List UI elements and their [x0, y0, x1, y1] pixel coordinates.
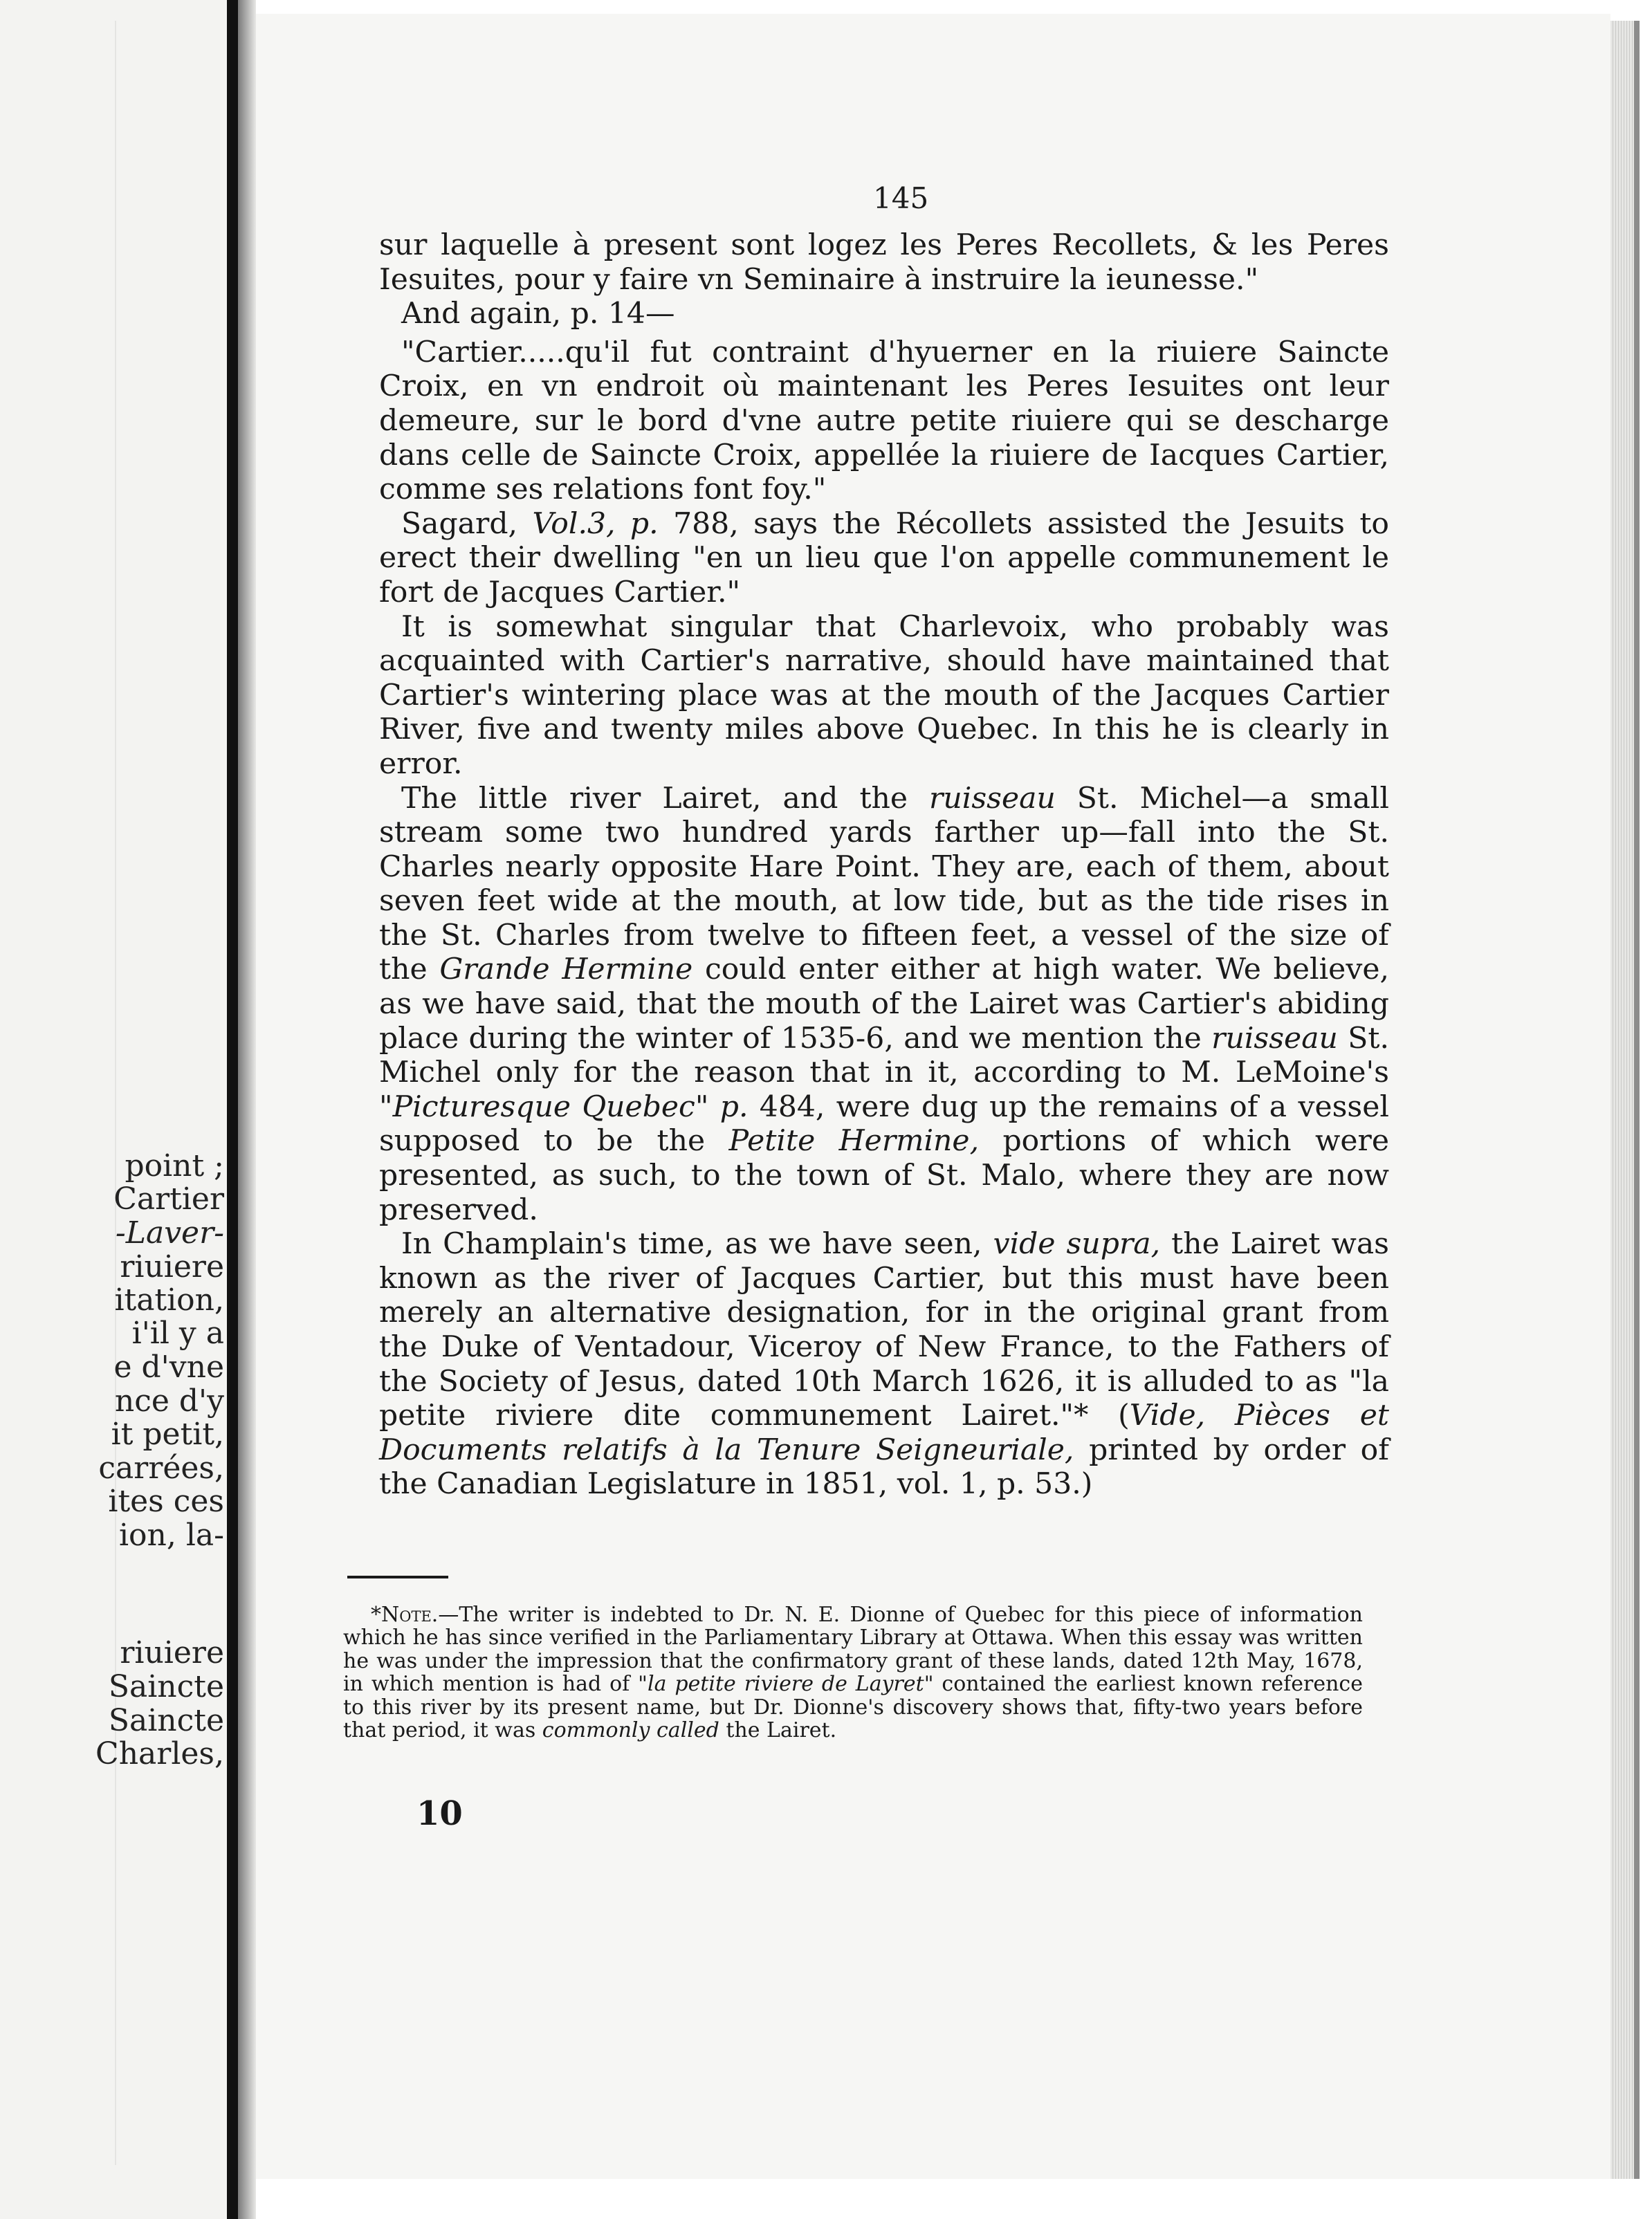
- paragraph: It is somewhat singular that Charlevoix, who probably was acquainted with Cartier's narrative, should have maintained that Cartier's wintering place was at the mouth of the Jacques Cartier River, five and twenty miles above Quebec. In this he is clearly in error.: [379, 609, 1389, 781]
- left-page-line: nce d'y: [114, 1383, 224, 1419]
- left-page-line: it petit,: [111, 1417, 224, 1452]
- footnote: [343, 1603, 1363, 1742]
- left-page: [0, 0, 227, 2219]
- page-number: 145: [873, 181, 929, 215]
- left-page-bleedthrough: [115, 21, 116, 2165]
- left-page-line: riuiere: [120, 1249, 224, 1285]
- left-page-line: -Laver-: [115, 1215, 224, 1251]
- footnote-text: *Note.—The writer is indebted to Dr. N. E. Dionne of Quebec for this piece of information which he has since verified in the Parliamentary Library at Ottawa. When this essay was written he was under the impression that the confirmatory grant of these lands, dated 12th May, 1678, in which mention is had of "la petite riviere de Layret" contained the earliest known reference to this river by its present name, but Dr. Dionne's discovery shows that, fifty-two years before that period, it was commonly called the Lairet.: [343, 1603, 1363, 1743]
- left-page-line: Charles,: [95, 1736, 224, 1771]
- left-page-line: e d'vne: [113, 1350, 224, 1385]
- paragraph: And again, p. 14—: [401, 297, 675, 331]
- left-page-line: carrées,: [98, 1451, 224, 1486]
- paragraph: In Champlain's time, as we have seen, vide supra, the Lairet was known as the river of Jacques Cartier, but this must have been merely an alternative designation, for in the original grant from the Duke of Ventadour, Viceroy of New France, to the Fathers of the Society of Jesus, dated 10th March 1626, it is alluded to as "la petite riviere dite communement Lairet."* (Vide, Pièces et Documents relatifs à la Tenure Seigneuriale, printed by order of the Canadian Legislature in 1851, vol. 1, p. 53.): [379, 1227, 1390, 1502]
- book-gutter: [227, 0, 238, 2219]
- left-page-line: riuiere: [120, 1635, 224, 1670]
- footnote-rule: [347, 1576, 448, 1578]
- paragraph: "Cartier.....qu'il fut contraint d'hyuerner en la riuiere Saincte Croix, en vn endroit où maintenant les Peres Iesuites ont leur demeure, sur le bord d'vne autre petite riuiere qui se descharge dans celle de Saincte Croix, appellée la riuiere de Iacques Cartier, comme ses relations font foy.": [379, 335, 1389, 507]
- left-page-line: ites ces: [108, 1484, 224, 1519]
- paragraph: The little river Lairet, and the ruisseau St. Michel—a small stream some two hundred yards farther up—fall into the St. Charles nearly opposite Hare Point. They are, each of them, about seven feet wide at the mouth, at low tide, but as the tide rises in the St. Charles from twelve to fifteen feet, a vessel of the size of the Grande Hermine could enter either at high water. We believe, as we have said, that the mouth of the Lairet was Cartier's abiding place during the winter of 1535-6, and we mention the ruisseau St. Michel only for the reason that in it, according to M. LeMoine's "Picturesque Quebec" p. 484, were dug up the remains of a vessel supposed to be the Petite Hermine, portions of which were presented, as such, to the town of St. Malo, where they are now preserved.: [379, 781, 1389, 1227]
- left-page-line: Saincte: [108, 1669, 224, 1704]
- left-page-line: itation,: [114, 1282, 224, 1318]
- left-page-line: i'il y a: [131, 1316, 224, 1351]
- page-edge-shadow: [1634, 21, 1640, 2179]
- left-page-line: ion, la-: [118, 1518, 224, 1553]
- page-edges: [1610, 21, 1634, 2179]
- gutter-shadow: [238, 0, 256, 2219]
- paragraph: Sagard, Vol.3, p. 788, says the Récollets assisted the Jesuits to erect their dwelling "en un lieu que l'on appelle communement le fort de Jacques Cartier.": [379, 506, 1389, 609]
- left-page-line: Cartier: [113, 1181, 224, 1217]
- left-page-line: Saincte: [108, 1703, 224, 1738]
- signature-mark: 10: [416, 1794, 463, 1833]
- footnote-label: *Note.: [371, 1603, 439, 1627]
- paragraph: sur laquelle à present sont logez les Peres Recollets, & les Peres Iesuites, pour y faire vn Seminaire à instruire la ieunesse.": [379, 228, 1389, 297]
- main-text: [379, 228, 1389, 1502]
- left-page-line: point ;: [125, 1148, 224, 1184]
